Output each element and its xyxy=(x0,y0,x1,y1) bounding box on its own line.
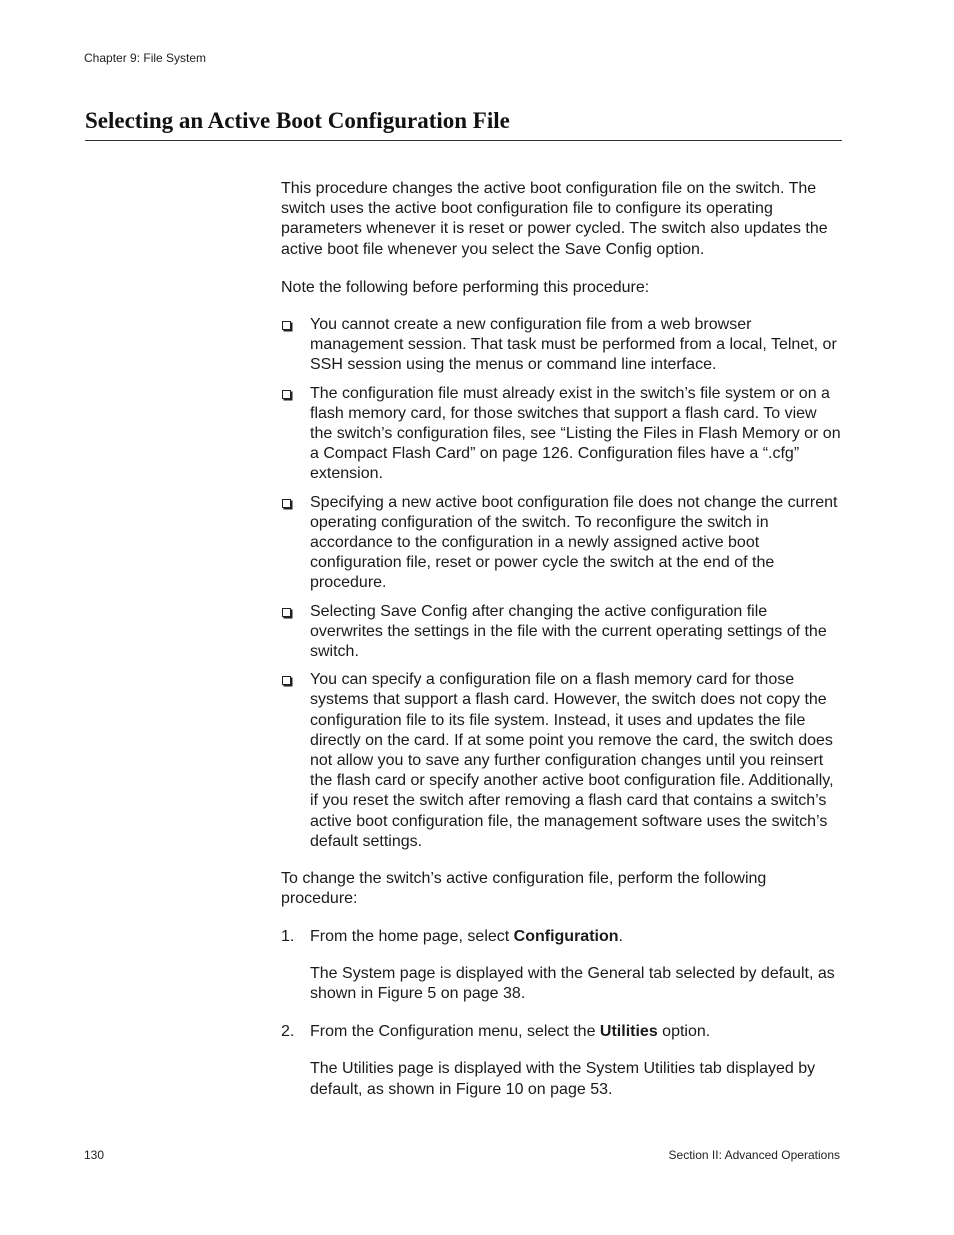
step-text: From the home page, select xyxy=(310,927,514,945)
list-item-text: The configuration file must already exist in the switch’s file system or on a flash memory card, for those switches that support a flash card. To view the switch’s configuration files, see “Listing the Files in Flash Memory or on a Compact Flash Card” on page 126. Configuration files have a “.cfg” extension. xyxy=(310,384,841,483)
step-menu-option: Configuration xyxy=(513,927,619,945)
list-item xyxy=(281,315,842,376)
list-item-text: You cannot create a new configuration file from a web browser management session. That task must be performed from a local, Telnet, or SSH session using the menus or command line interface. xyxy=(310,316,837,374)
step-number: 1. xyxy=(281,927,295,945)
procedure-lead-paragraph: To change the switch’s active configuration file, perform the following procedure: xyxy=(281,870,767,908)
step-result: The Utilities page is displayed with the System Utilities tab displayed by default, as shown in Figure 10 on page 53. xyxy=(310,1060,816,1098)
checkbox-bullet-icon xyxy=(282,321,291,330)
step-instruction xyxy=(310,927,842,947)
step-text-end: option. xyxy=(657,1023,711,1041)
list-item-text: Specifying a new active boot configuration file does not change the current operating configuration of the switch. To reconfigure the switch in accordance to the configuration in a newly assigned active boot configuration file, reset or power cycle the switch at the end of the procedure. xyxy=(310,493,838,592)
intro-paragraph: This procedure changes the active boot configuration file on the switch. The switch uses the active boot configuration file to configure its operating parameters whenever it is reset or power cycled. The switch also updates the active boot file whenever you select the Save Config option. xyxy=(281,180,828,258)
checkbox-bullet-icon xyxy=(282,608,291,617)
step-result: The System page is displayed with the General tab selected by default, as shown in Figure 5 on page 38. xyxy=(310,964,835,1002)
checkbox-bullet-icon xyxy=(282,390,291,399)
running-header: Chapter 9: File System xyxy=(84,51,207,65)
notes-list xyxy=(281,315,842,852)
note-lead-paragraph: Note the following before performing this procedure: xyxy=(281,278,650,296)
checkbox-bullet-icon xyxy=(282,676,291,685)
page-title: Selecting an Active Boot Configuration File xyxy=(85,107,842,141)
list-item xyxy=(281,493,842,594)
step-menu-option: Utilities xyxy=(599,1023,658,1041)
list-item xyxy=(281,384,842,485)
procedure-steps xyxy=(281,927,842,1100)
body-content xyxy=(281,179,842,1118)
step-number: 2. xyxy=(281,1023,295,1041)
footer-section: Section II: Advanced Operations xyxy=(668,1148,840,1162)
list-item xyxy=(281,670,842,852)
page-number: 130 xyxy=(84,1148,105,1162)
checkbox-bullet-icon xyxy=(282,499,291,508)
procedure-step xyxy=(281,927,842,1005)
list-item-text: Selecting Save Config after changing the active configuration file overwrites the settings in the file with the current operating settings of the switch. xyxy=(310,602,827,661)
list-item-text: You can specify a configuration file on a flash memory card for those systems that support a flash card. However, the switch does not copy the configuration file to its file system. Instead, it uses and updates the file directly on the card. If at some point you remove the card, the switch does not allow you to save any further configuration changes until you reinsert the flash card or specify another active boot configuration file. Additionally, if you reset the switch after removing a flash card that contains a switch’s active boot configuration file, the management software uses the switch’s default settings. xyxy=(310,671,834,850)
procedure-step xyxy=(281,1022,842,1100)
step-text-end: . xyxy=(618,927,623,945)
step-text: From the Configuration menu, select the xyxy=(310,1023,600,1041)
list-item xyxy=(281,602,842,663)
step-instruction xyxy=(310,1022,842,1042)
